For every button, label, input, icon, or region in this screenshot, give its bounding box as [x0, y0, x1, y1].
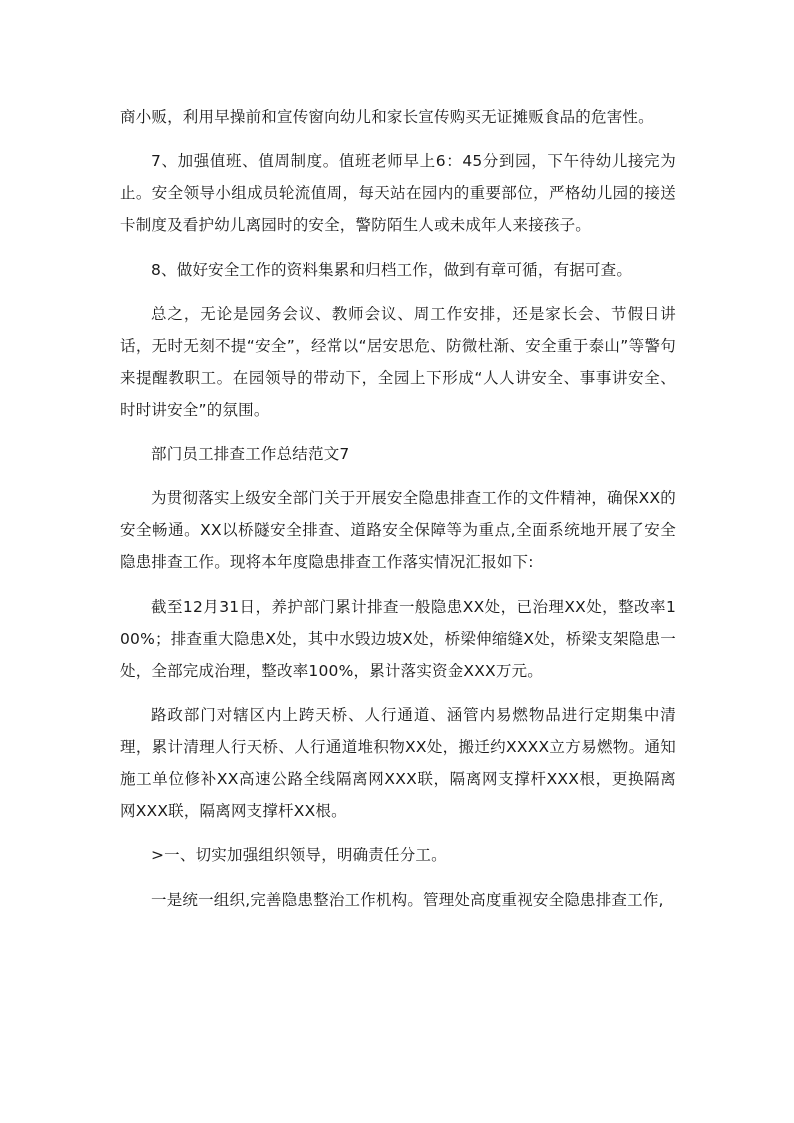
paragraph-organization: 一是统一组织,完善隐患整治工作机构。管理处高度重视安全隐患排查工作, [151, 890, 664, 909]
section-heading: 部门员工排查工作总结范文7 [151, 445, 350, 464]
paragraph-road-admin: 路政部门对辖区内上跨天桥、人行通道、涵管内易燃物品进行定期集中清理，累计清理人行天桥、人行通道堆积物XX处，搬迁约XXXX立方易燃物。通知施工单位修补XX高速公路全线隔离网XXX联，隔离网支撑杆XXX根，更换隔离网XXX联，隔离网支撑杆XX根。 [120, 706, 676, 821]
paragraph-item-8: 8、做好安全工作的资料集累和归档工作，做到有章可循，有据可查。 [151, 260, 633, 279]
paragraph-maintenance: 截至12月31日，养护部门累计排查一般隐患XX处，已治理XX处，整改率100%；排查重大隐患X处，其中水毁边坡X处，桥梁伸缩缝X处，桥梁支架隐患一处，全部完成治理，整改率100%，累计落实资金XXX万元。 [120, 597, 676, 680]
paragraph-item-7: 7、加强值班、值周制度。值班老师早上6：45分到园，下午待幼儿接完为止。安全领导小组成员轮流值周，每天站在园内的重要部位，严格幼儿园的接送卡制度及看护幼儿离园时的安全，警防陌生人或未成年人来接孩子。 [120, 152, 676, 235]
paragraph-subheading: >一、切实加强组织领导，明确责任分工。 [151, 846, 447, 865]
paragraph-continuation: 商小贩，利用早操前和宣传窗向幼儿和家长宣传购买无证摊贩食品的危害性。 [120, 108, 654, 126]
paragraph-intro: 为贯彻落实上级安全部门关于开展安全隐患排查工作的文件精神，确保XX的安全畅通。XX以桥隧安全排查、道路安全保障等为重点,全面系统地开展了安全隐患排查工作。现将本年度隐患排查工作落实情况汇报如下: [120, 489, 676, 572]
paragraph-summary: 总之，无论是园务会议、教师会议、周工作安排，还是家长会、节假日讲话，无时无刻不提“安全”，经常以“居安思危、防微杜渐、安全重于泰山”等警句来提醒教职工。在园领导的带动下，全园上下形成“人人讲安全、事事讲安全、时时讲安全”的氛围。 [120, 304, 676, 419]
document-body [120, 101, 676, 928]
